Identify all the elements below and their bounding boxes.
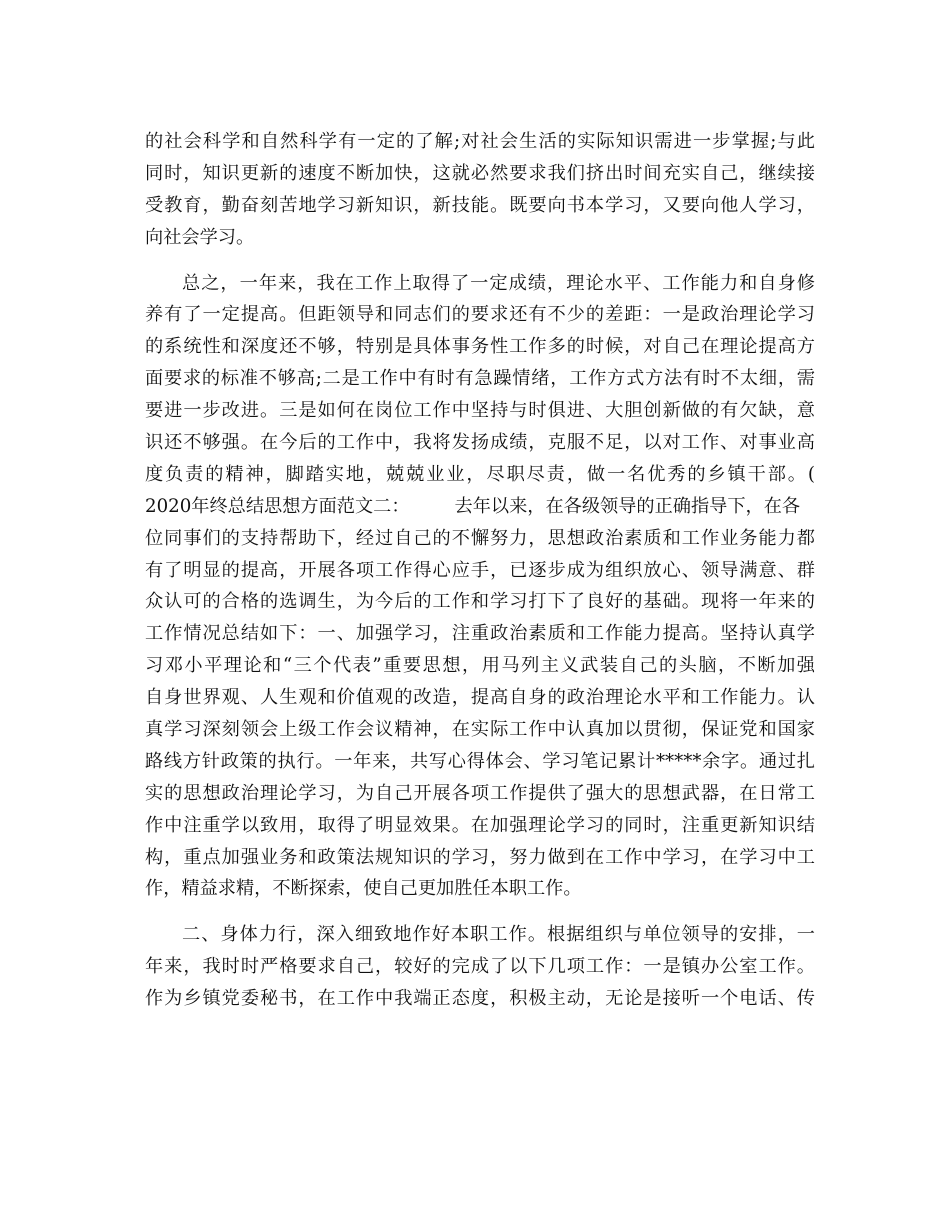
text-line: 养有了一定提高。但距领导和同志们的要求还有不少的差距：一是政治理论学习: [145, 304, 815, 326]
text-line: 向社会学习。: [145, 226, 255, 248]
text-line: 的系统性和深度还不够，特别是具体事务性工作多的时候，对自己在理论提高方: [145, 336, 815, 358]
text-line: 要进一步改进。三是如何在岗位工作中坚持与时俱进、大胆创新做的有欠缺，意: [145, 400, 815, 422]
text-line: 度负责的精神，脚踏实地，兢兢业业，尽职尽责，做一名优秀的乡镇干部。(: [145, 463, 815, 485]
section-title-continuation: 去年以来，在各级领导的正确指导下，在各: [454, 495, 801, 517]
text-line: 作中注重学以致用，取得了明显效果。在加强理论学习的同时，注重更新知识结: [145, 814, 815, 836]
paragraph-study: [145, 523, 815, 906]
text-line: 众认可的合格的选调生，为今后的工作和学习打下了良好的基础。现将一年来的: [145, 591, 815, 613]
text-line: 真学习深刻领会上级工作会议精神，在实际工作中认真加以贯彻，保证党和国家: [145, 719, 815, 741]
text-line: 年来，我时时严格要求自己，较好的完成了以下几项工作：一是镇办公室工作。: [145, 956, 815, 978]
text-line: 受教育，勤奋刻苦地学习新知识，新技能。既要向书本学习，又要向他人学习，: [145, 194, 815, 216]
text-line: 工作情况总结如下：一、加强学习，注重政治素质和工作能力提高。坚持认真学: [145, 623, 815, 645]
text-line: 面要求的标准不够高;二是工作中有时有急躁情绪，工作方式方法有时不太细，需: [145, 368, 815, 390]
paragraph-work: [145, 919, 815, 1015]
section-title-line: [145, 491, 815, 523]
text-line: 构，重点加强业务和政策法规知识的学习，努力做到在工作中学习，在学习中工: [145, 846, 815, 868]
text-line: 路线方针政策的执行。一年来，共写心得体会、学习笔记累计*****余字。通过扎: [145, 750, 815, 772]
text-line: 作，精益求精，不断探索，使自己更加胜任本职工作。: [145, 878, 582, 900]
text-line: 位同事们的支持帮助下，经过自己的不懈努力，思想政治素质和工作业务能力都: [145, 527, 815, 549]
paragraph-continuation: [145, 126, 815, 254]
text-line: 的社会科学和自然科学有一定的了解;对社会生活的实际知识需进一步掌握;与此: [145, 131, 815, 152]
section-title: 2020年终总结思想方面范文二：: [145, 495, 410, 517]
text-line: 同时，知识更新的速度不断加快，这就必然要求我们挤出时间充实自己，继续接: [145, 162, 815, 184]
document-body: [145, 126, 815, 1015]
text-line: 自身世界观、人生观和价值观的改造，提高自身的政治理论水平和工作能力。认: [145, 687, 815, 709]
text-line: 习邓小平理论和“三个代表”重要思想，用马列主义武装自己的头脑，不断加强: [145, 655, 815, 677]
text-line: 二、身体力行，深入细致地作好本职工作。根据组织与单位领导的安排，一: [182, 924, 815, 946]
text-line: 识还不够强。在今后的工作中，我将发扬成绩，克服不足，以对工作、对事业高: [145, 432, 815, 454]
text-line: 实的思想政治理论学习，为自己开展各项工作提供了强大的思想武器，在日常工: [145, 782, 815, 804]
text-line: 有了明显的提高，开展各项工作得心应手，已逐步成为组织放心、领导满意、群: [145, 559, 815, 581]
paragraph-summary: [145, 268, 815, 491]
text-line: 作为乡镇党委秘书，在工作中我端正态度，积极主动，无论是接听一个电话、传: [145, 988, 815, 1010]
text-line: 总之，一年来，我在工作上取得了一定成绩，理论水平、工作能力和自身修: [182, 272, 815, 294]
